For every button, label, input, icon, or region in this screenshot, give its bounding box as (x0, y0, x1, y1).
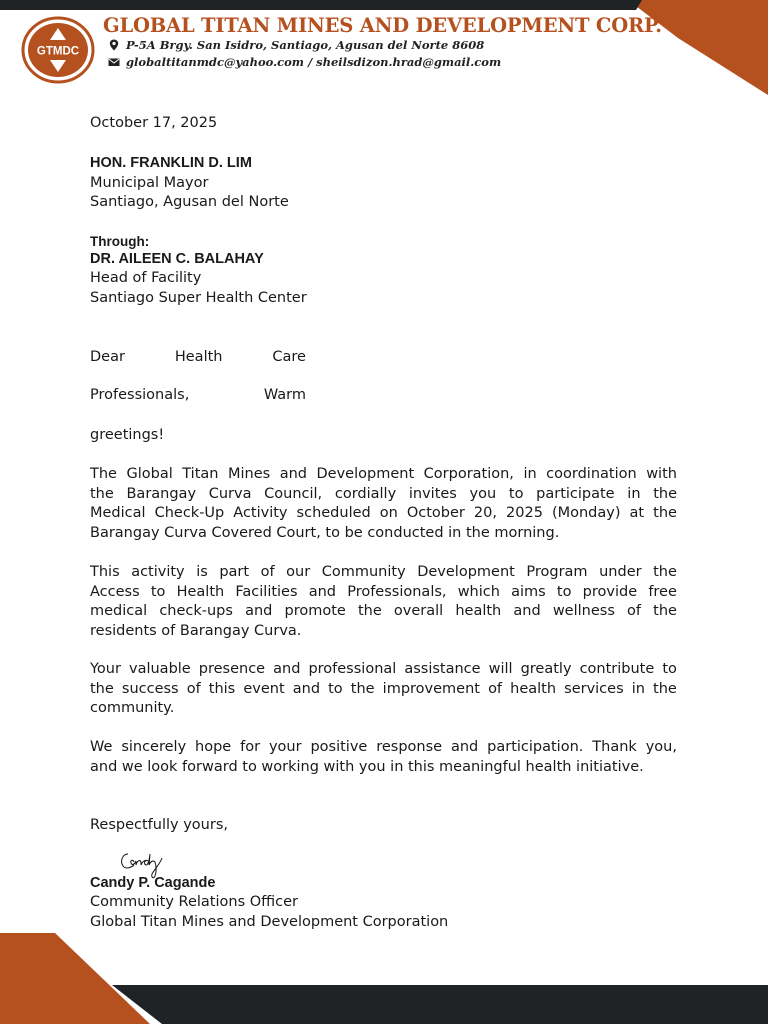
word: sincerely (121, 739, 187, 755)
word: the (350, 680, 375, 697)
word: and (279, 466, 307, 482)
word: hope (195, 739, 232, 755)
salutation-word: Health (174, 349, 223, 365)
word: and (450, 739, 479, 755)
word: success (121, 680, 179, 697)
word: this (208, 680, 236, 697)
word: the (653, 505, 677, 521)
word: Mines (227, 466, 271, 482)
word: Titan (182, 466, 219, 482)
salutation-word: Professionals, (90, 387, 190, 403)
salutation-line-1 (90, 348, 306, 368)
word: We (90, 739, 113, 755)
paragraph-line (90, 660, 677, 680)
word: participate (536, 485, 615, 502)
word: in (523, 466, 537, 482)
word: which (457, 583, 500, 600)
greeting-end: greetings! (90, 427, 165, 443)
word: on (379, 505, 398, 521)
word: the (653, 564, 677, 580)
recipient-name: HON. FRANKLIN D. LIM (90, 155, 252, 171)
word: to (556, 583, 572, 600)
word: the (90, 485, 114, 502)
word: in (631, 680, 645, 697)
through-position: Head of Facility (90, 270, 202, 286)
word: free (648, 583, 677, 600)
word: your (268, 739, 302, 755)
word: Access (90, 583, 140, 600)
recipient-position: Municipal Mayor (90, 175, 209, 191)
paragraph-line (90, 583, 677, 603)
paragraph-line (90, 680, 677, 700)
word: 20, (473, 505, 497, 521)
word: presence (198, 661, 266, 677)
word: scheduled (296, 505, 371, 521)
word: the (357, 603, 382, 619)
salutation-word: Dear (90, 349, 125, 365)
recipient-location: Santiago, Agusan del Norte (90, 194, 289, 210)
word: check-ups (159, 603, 233, 619)
word: This (90, 564, 120, 580)
paragraph-line (90, 504, 677, 524)
word: Activity (233, 505, 288, 521)
word: promote (284, 603, 346, 619)
salutation-word: Warm (263, 387, 306, 403)
word: part (219, 564, 250, 580)
envelope-icon (108, 56, 120, 68)
word: assistance (404, 661, 481, 677)
word: professional (308, 661, 397, 677)
word: contribute (579, 661, 655, 677)
address-line (108, 38, 484, 52)
word: Corporation, (423, 466, 514, 482)
word: in (627, 485, 641, 502)
word: aims (511, 583, 546, 600)
location-pin-icon (108, 39, 120, 51)
word: wellness (552, 603, 615, 619)
word: Program (526, 564, 588, 580)
word: to (150, 583, 166, 600)
word: greatly (520, 661, 572, 677)
word: with (646, 466, 677, 482)
word: activity (131, 564, 185, 580)
paragraph-line (90, 738, 677, 758)
paragraph-line: community. (90, 700, 175, 716)
word: to (662, 661, 677, 677)
signatory-organization: Global Titan Mines and Development Corporation (90, 914, 449, 930)
word: improvement (382, 680, 480, 697)
word: response (376, 739, 443, 755)
word: the (653, 680, 677, 697)
word: health (455, 603, 502, 619)
word: and (513, 603, 541, 619)
body-paragraph-4 (90, 738, 677, 777)
word: Professionals, (347, 583, 447, 600)
word: and (273, 661, 301, 677)
paragraph-line (90, 485, 677, 505)
body-paragraph-1 (90, 465, 677, 543)
word: Your (90, 661, 121, 677)
letter-date: October 17, 2025 (90, 115, 218, 131)
word: Global (126, 466, 173, 482)
word: our (286, 564, 311, 580)
logo-text: GTMDC (36, 45, 80, 58)
company-logo (20, 16, 96, 84)
footer-decoration (0, 930, 768, 1024)
word: Check-Up (154, 505, 225, 521)
word: to (328, 680, 343, 697)
company-name: GLOBAL TITAN MINES AND DEVELOPMENT CORP. (103, 14, 662, 37)
paragraph-line (90, 563, 677, 583)
word: the (90, 680, 114, 697)
word: you, (645, 739, 677, 755)
word: Barangay (126, 485, 197, 502)
word: under (599, 564, 642, 580)
word: Development (417, 564, 515, 580)
word: of (260, 564, 275, 580)
paragraph-line (90, 465, 677, 485)
word: 2025 (506, 505, 543, 521)
word: at (629, 505, 645, 521)
word: Development (316, 466, 415, 482)
word: event (243, 680, 285, 697)
through-facility: Santiago Super Health Center (90, 290, 307, 306)
word: October (406, 505, 465, 521)
word: Medical (90, 505, 146, 521)
word: of (186, 680, 201, 697)
word: services (564, 680, 624, 697)
word: (Monday) (551, 505, 621, 521)
company-address: P-5A Brgy. San Isidro, Santiago, Agusan del Norte 8608 (126, 38, 485, 52)
closing: Respectfully yours, (90, 817, 228, 833)
signatory-title: Community Relations Officer (90, 894, 299, 910)
company-emails: globaltitanmdc@yahoo.com / sheilsdizon.hrad@gmail.com (126, 55, 502, 69)
through-label: Through: (90, 234, 150, 249)
salutation-word: Care (272, 349, 306, 365)
body-paragraph-3 (90, 660, 677, 719)
word: Curva (208, 485, 252, 502)
word: invites (408, 485, 457, 502)
word: coordination (546, 466, 637, 482)
word: of (627, 603, 641, 619)
word: and (245, 603, 273, 619)
word: the (653, 485, 677, 502)
word: participation. (487, 739, 584, 755)
word: Facilities (235, 583, 298, 600)
word: of (488, 680, 503, 697)
word: valuable (129, 661, 191, 677)
paragraph-line: residents of Barangay Curva. (90, 622, 302, 639)
word: and (308, 583, 337, 600)
word: provide (582, 583, 638, 600)
word: medical (90, 603, 148, 619)
word: positive (310, 739, 368, 755)
word: Council, (264, 485, 323, 502)
word: cordially (334, 485, 397, 502)
word: for (240, 739, 261, 755)
word: you (469, 485, 497, 502)
paragraph-line: Barangay Curva Covered Court, to be conducted in the morning. (90, 524, 560, 541)
signatory-name: Candy P. Cagande (90, 875, 216, 891)
word: Thank (592, 739, 637, 755)
body-paragraph-2 (90, 563, 677, 641)
paragraph-line: and we look forward to working with you in this meaningful health initiative. (90, 758, 644, 775)
word: and (292, 680, 321, 697)
through-name: DR. AILEEN C. BALAHAY (90, 251, 264, 267)
email-line (108, 55, 501, 69)
word: health (510, 680, 557, 697)
word: is (196, 564, 208, 580)
word: overall (393, 603, 444, 619)
word: the (653, 603, 677, 619)
word: will (488, 661, 513, 677)
word: The (90, 466, 117, 482)
word: Community (321, 564, 406, 580)
word: Health (176, 583, 225, 600)
salutation-line-2 (90, 386, 306, 406)
word: to (508, 485, 524, 502)
paragraph-line (90, 602, 677, 622)
